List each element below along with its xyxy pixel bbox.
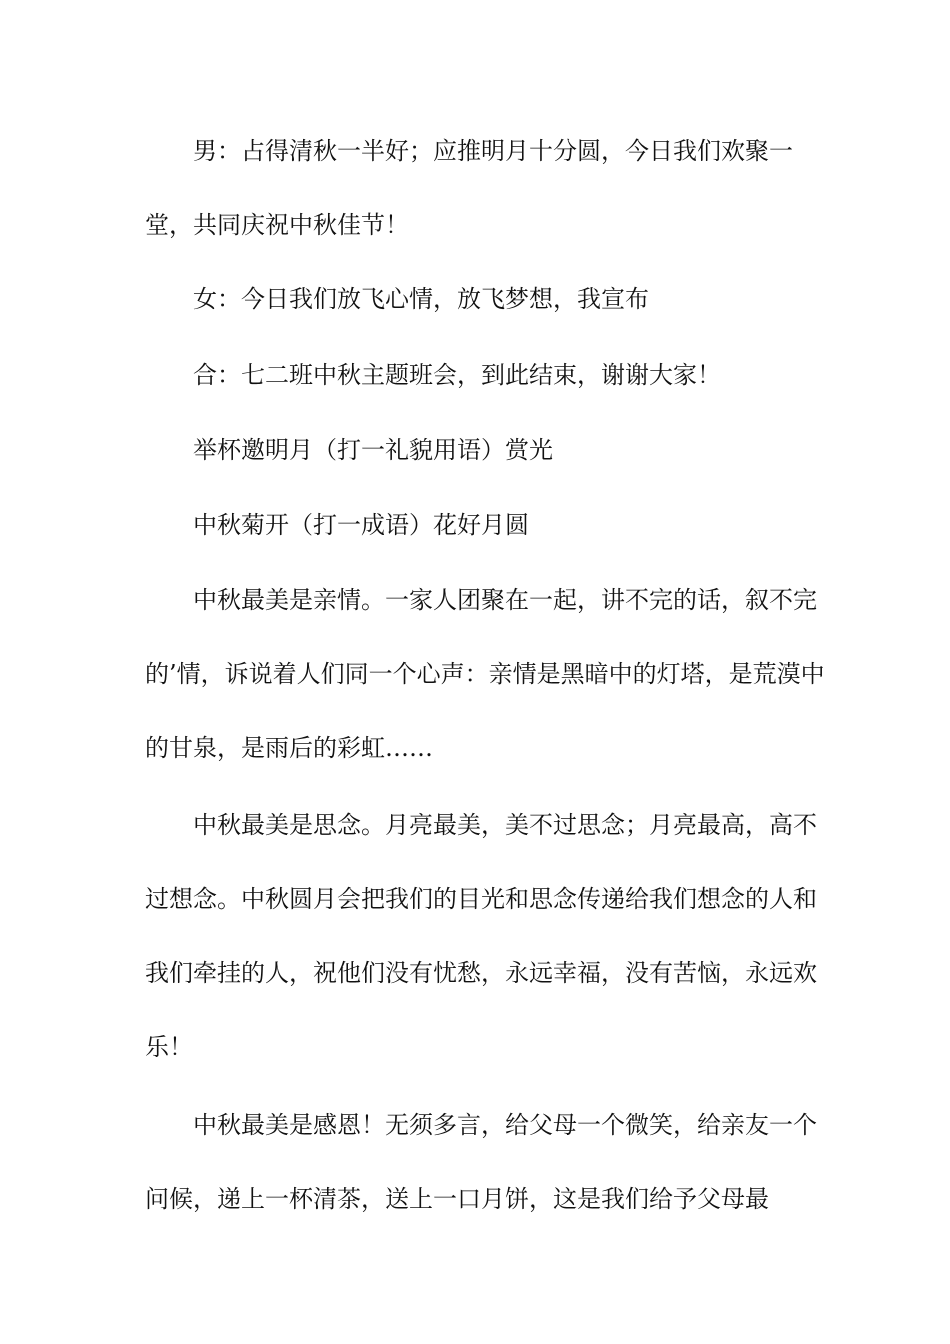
paragraph-2: 女：今日我们放飞心情，放飞梦想，我宣布: [193, 285, 649, 313]
paragraph-4: 举杯邀明月（打一礼貌用语）赏光: [193, 436, 553, 464]
paragraph-7: 中秋最美是思念。月亮最美，美不过思念；月亮最高，高不过想念。中秋圆月会把我们的目光和思念传递给我们想念的人和我们牵挂的人，祝他们没有忧愁，永远幸福，没有苦恼，永远欢乐！: [145, 811, 817, 1061]
paragraph-6: 中秋最美是亲情。一家人团聚在一起，讲不完的话，叙不完的’情，诉说着人们同一个心声：亲情是黑暗中的灯塔，是荒漠中的甘泉，是雨后的彩虹……: [145, 586, 825, 762]
paragraph-3: 合：七二班中秋主题班会，到此结束，谢谢大家！: [193, 361, 721, 389]
paragraph-1: 男：占得清秋一半好；应推明月十分圆，今日我们欢聚一堂，共同庆祝中秋佳节！: [145, 137, 793, 239]
paragraph-8: 中秋最美是感恩！无须多言，给父母一个微笑，给亲友一个问候，递上一杯清茶，送上一口月饼，这是我们给予父母最: [145, 1111, 817, 1213]
paragraph-5: 中秋菊开（打一成语）花好月圆: [193, 511, 529, 539]
